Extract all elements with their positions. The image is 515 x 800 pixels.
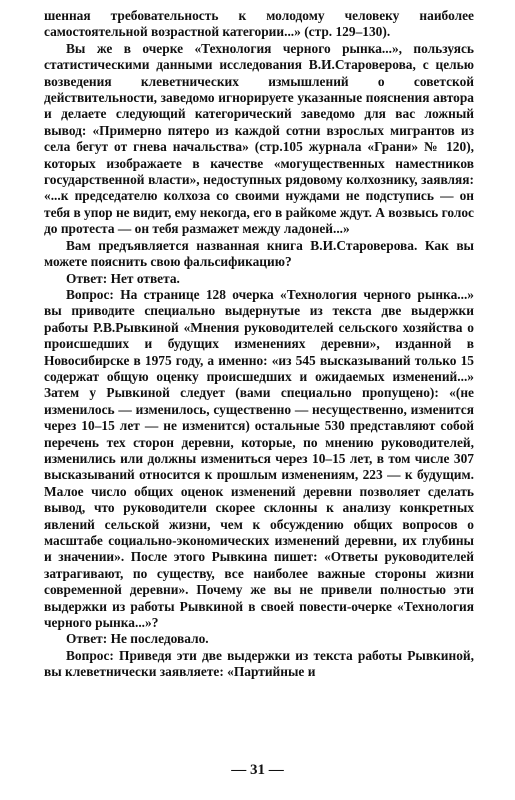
paragraph-text: Нет ответа. [107, 270, 180, 286]
paragraph-text: Вам предъявляется названная книга В.И.Староверова. Как вы можете пояснить свою фальсификацию? [44, 237, 474, 270]
paragraph [44, 287, 474, 632]
document-body [44, 8, 474, 681]
paragraph-text: Вы же в очерке «Технология черного рынка...», пользуясь статистическими данными исследования В.И.Староверова, с целью возведения клеветнических измышлений о советской действительности, заведомо игнорируете указанные пояснения автора и делаете следующий категорический заведомо для вас ложный вывод: «Примерно пятеро из каждой сотни взрослых мигрантов из села бегут от гнева начальства» (стр.105 журнала «Грани» № 120), которых изображаете в качестве «могущественных наместников государственной власти», недоступных рядовому колхознику, заявляя: «...к председателю колхоза со своими нуждами не подступись — он тебя в упор не видит, ему некогда, его в райкоме ждут. А возвысь голос до протеста — он тебя размажет между ладоней...» [44, 40, 474, 237]
paragraph-lead: Ответ: [66, 631, 108, 647]
paragraph [44, 648, 474, 681]
paragraph-text: На странице 128 очерка «Технология черного рынка...» вы приводите специально выдернутые из текста две выдержки работы Р.В.Рывкиной «Мнения руководителей сельского хозяйства о происшедших и будущих изменениях деревни», изданной в Новосибирске в 1975 году, а именно: «из 545 высказываний только 15 содержат общую оценку происшедших и ожидаемых изменений...» Затем у Рывкиной следует (вами специально пропущено): «(не изменилось — изменилось, существенно — несущественно, изменится через 10–15 лет — не изменится) остальные 530 представляют собой перечень тех сторон деревни, которые, по мнению руководителей, изменились или должны измениться через 10–15 лет, в том числе 307 высказываний относится к прошлым изменениям, 223 — к будущим. Малое число общих оценок изменений деревни позволяет сделать вывод, что руководители скорее склонны к анализу конкретных явлений сельской жизни, чем к обсуждению общих вопросов о масштабе социально-экономических изменений деревни, их глубины и значении». После этого Рывкина пишет: «Ответы руководителей затрагивают, по существу, все наиболее важные стороны жизни современной деревни». Почему же вы не привели полностью эти выдержки из работы Рывкиной в своей повести-очерке «Технология черного рынка...»? [44, 286, 474, 631]
paragraph-lead: Вопрос: [66, 647, 114, 663]
paragraph [44, 631, 474, 647]
paragraph-lead: Ответ: [66, 270, 108, 286]
page-number: — 31 — [231, 762, 284, 778]
paragraph [44, 8, 474, 41]
paragraph [44, 238, 474, 271]
paragraph [44, 41, 474, 238]
paragraph-text: шенная требовательность к молодому человеку наиболее самостоятельной возрастной категории...» (стр. 129–130). [44, 8, 474, 40]
paragraph [44, 271, 474, 287]
paragraph-lead: Вопрос: [66, 286, 114, 302]
paragraph-text: Приведя эти две выдержки из текста работы Рывкиной, вы клеветнически заявляете: «Партийные и [44, 647, 474, 680]
paragraph-text: Не последовало. [107, 631, 209, 647]
